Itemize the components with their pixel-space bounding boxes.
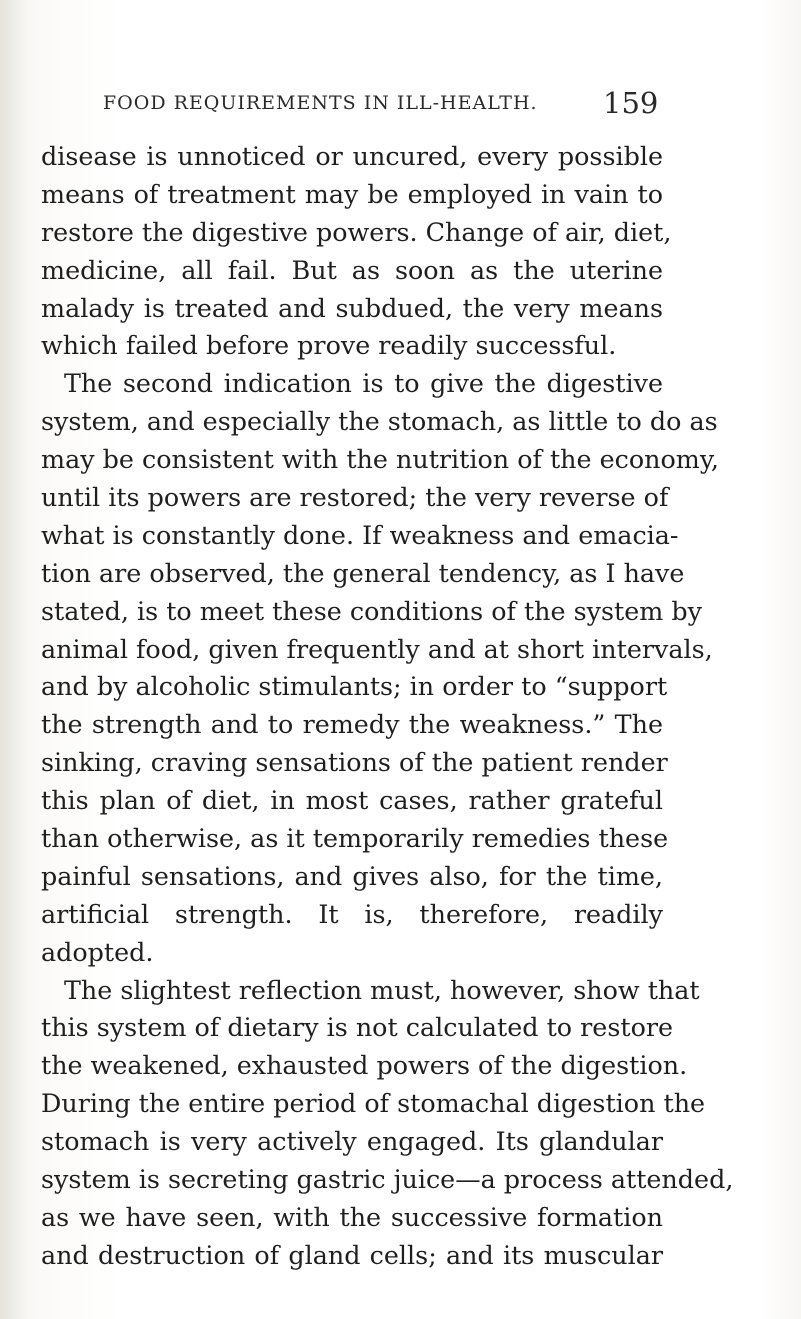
text-line: this system of dietary is not calculated to restore — [41, 1012, 674, 1043]
text-line: adopted. — [41, 936, 154, 967]
text-line: animal food, given frequently and at short intervals, — [41, 633, 713, 664]
text-line: what is constantly done. If weakness and emacia- — [41, 519, 679, 550]
text-line: During the entire period of stomachal digestion the — [41, 1088, 706, 1119]
text-line: means of treatment may be employed in vain to — [41, 178, 663, 209]
text-line: as we have seen, with the successive formation — [41, 1201, 663, 1232]
text-line: The slightest reflection must, however, show that — [64, 974, 700, 1005]
text-line: and destruction of gland cells; and its muscular — [41, 1239, 663, 1270]
text-line: painful sensations, and gives also, for the time, — [41, 860, 663, 891]
text-line: disease is unnoticed or uncured, every possible — [41, 141, 663, 171]
text-line: this plan of diet, in most cases, rather grateful — [41, 785, 663, 816]
text-line: the strength and to remedy the weakness.” The — [41, 709, 663, 740]
text-line: system, and especially the stomach, as little to do as — [41, 406, 718, 437]
text-line: stated, is to meet these conditions of the system by — [41, 595, 702, 626]
body-text — [41, 138, 734, 1275]
running-head: FOOD REQUIREMENTS IN ILL-HEALTH. — [103, 92, 538, 114]
text-line: sinking, craving sensations of the patient render — [41, 747, 668, 778]
text-line: may be consistent with the nutrition of the economy, — [41, 444, 719, 475]
text-line: artificial strength. It is, therefore, readily — [41, 898, 663, 929]
text-line: restore the digestive powers. Change of air, diet, — [41, 216, 672, 247]
gutter-shadow — [0, 0, 28, 1319]
text-line: the weakened, exhausted powers of the digestion. — [41, 1050, 688, 1081]
text-line: than otherwise, as it temporarily remedies these — [41, 823, 669, 854]
text-line: system is secreting gastric juice—a process attended, — [41, 1164, 734, 1195]
page-number: 159 — [603, 86, 659, 120]
page-header — [0, 86, 801, 129]
text-line: medicine, all fail. But as soon as the uterine — [41, 254, 663, 285]
text-line: and by alcoholic stimulants; in order to “support — [41, 671, 668, 702]
text-line: until its powers are restored; the very reverse of — [41, 482, 669, 513]
text-line: stomach is very actively engaged. Its glandular — [41, 1126, 663, 1157]
text-line: The second indication is to give the digestive — [64, 368, 663, 399]
text-line: malady is treated and subdued, the very means — [41, 292, 663, 323]
text-line: which failed before prove readily successful. — [41, 330, 617, 361]
text-line: tion are observed, the general tendency, as I have — [41, 557, 685, 588]
